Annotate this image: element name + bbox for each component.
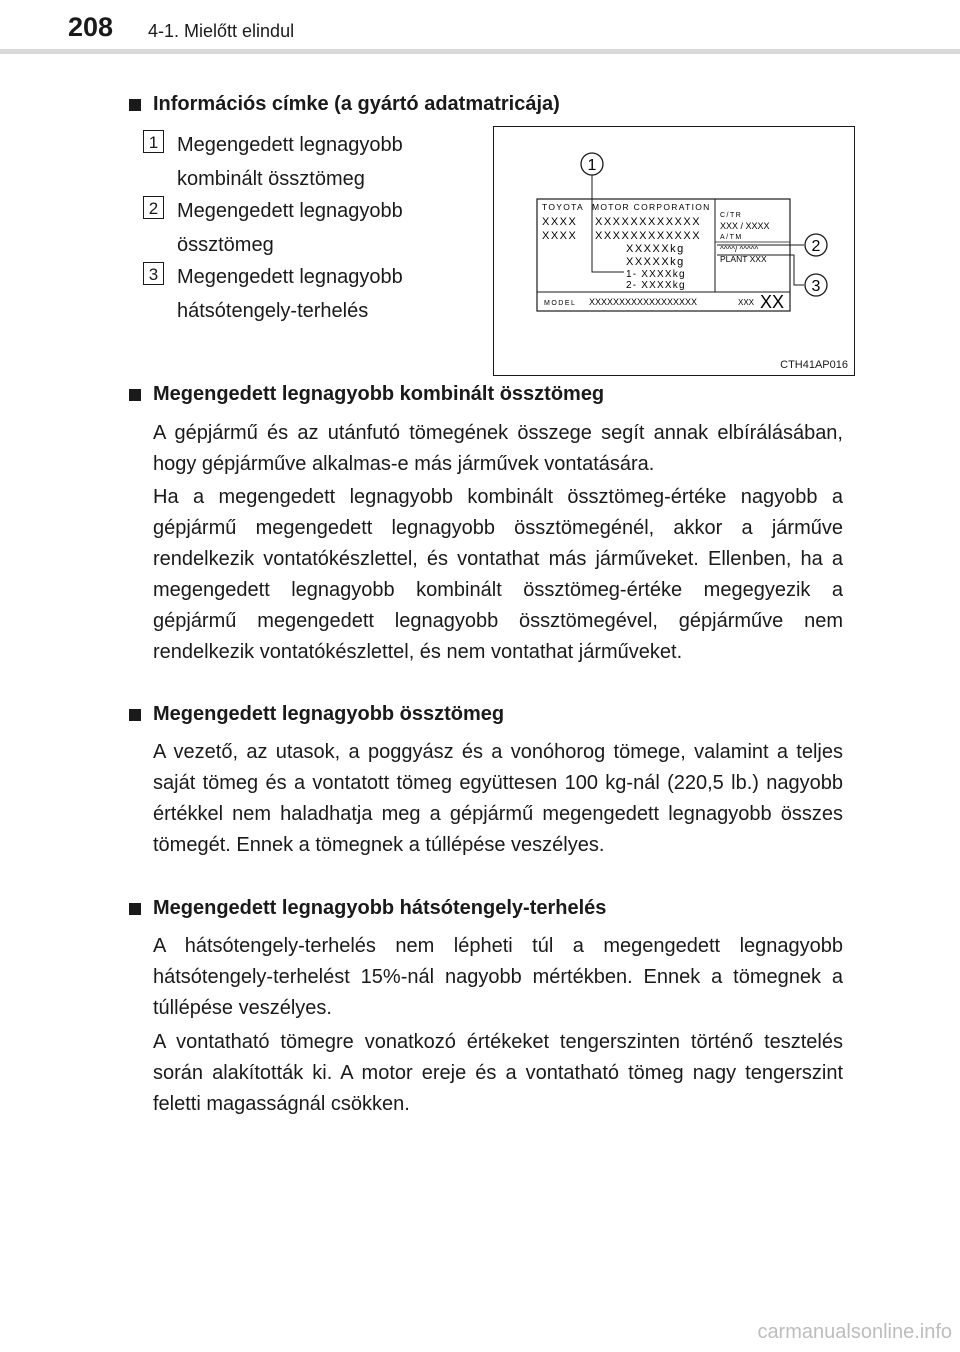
figure-code: CTH41AP016 [780,359,848,371]
callout-number: 3 [143,262,164,285]
header-rule [0,49,960,54]
label-ctr: C/TR [720,212,743,219]
label-row1-left: XXXX [542,216,578,228]
label-corporation: MOTOR CORPORATION [592,202,711,212]
callout-line: Megengedett legnagyobb [177,200,403,222]
section-heading-text: Megengedett legnagyobb össztömeg [153,703,505,725]
label-atm-value: ^^^^/ ^^^^^ [720,245,759,254]
section-heading-rear-axle [129,897,606,920]
square-bullet-icon [129,389,141,401]
section-heading-text: Megengedett legnagyobb hátsótengely-terhelés [153,897,607,919]
label-model-big: XX [760,292,785,312]
callout-line: hátsótengely-terhelés [177,300,369,322]
label-brand: TOYOTA [542,202,584,212]
callout-number: 2 [143,196,164,219]
square-bullet-icon [129,903,141,915]
paragraph: A gépjármű és az utánfutó tömegének összege segít annak elbírálásában, hogy gépjárműve alkalmas-e más járművek vontatására. [153,422,843,475]
callout-line: Megengedett legnagyobb [177,266,403,288]
label-figure [493,126,855,376]
label-model-value: XXXXXXXXXXXXXXXXXX [589,297,698,307]
callout-line: Megengedett legnagyobb [177,134,403,156]
label-atm: A/TM [720,234,743,241]
label-row2-left: XXXX [542,230,578,242]
info-label-illustration [494,127,854,375]
label-row2-right: XXXXXXXXXXXX [595,230,702,242]
section-heading-info-label [129,93,560,116]
callout-number: 1 [143,130,164,153]
marker-3: 3 [811,278,821,295]
marker-2: 2 [811,238,821,255]
callout-line: kombinált össztömeg [177,168,365,190]
label-kg-line1: XXXXXkg [626,243,685,255]
label-axle1: 1- XXXXkg [626,269,686,280]
label-model-code: XXX [738,298,755,307]
square-bullet-icon [129,709,141,721]
square-bullet-icon [129,99,141,111]
label-kg-line2: XXXXXkg [626,256,685,268]
paragraph: Ha a megengedett legnagyobb kombinált össztömeg-értéke nagyobb a gépjármű megengedett legnagyobb össztömegénél, akkor a járműve rendelkezik vontatókészlettel, és vontathat más járműveket. Ellenben, ha a megengedett legnagyobb kombinált össztömeg-értéke megegyezik a gépjármű megengedett legnagyobb össztömegével, gépjárműve nem rendelkezik vontatókészlettel, és nem vontathat járműveket. [153,486,843,663]
watermark: carmanualsonline.info [757,1321,952,1343]
callout-3 [143,260,473,328]
marker-1: 1 [587,157,597,174]
page-number: 208 [68,12,114,42]
label-ctr-value: XXX / XXXX [720,221,770,231]
chapter-title: 4-1. Mielőtt elindul [148,21,295,41]
paragraph: A hátsótengely-terhelés nem lépheti túl a megengedett legnagyobb hátsótengely-terhelést 15%-nál nagyobb mértékben. Ennek a tömegnek a túllépése veszélyes. [153,935,843,1019]
label-model-label: MODEL [544,300,577,307]
section-heading-combined-mass [129,383,604,406]
callout-line: össztömeg [177,234,274,256]
label-row1-right: XXXXXXXXXXXX [595,216,702,228]
callout-1 [143,128,473,196]
section-heading-text: Megengedett legnagyobb kombinált össztömeg [153,383,605,405]
paragraph: A vezető, az utasok, a poggyász és a vonóhorog tömege, valamint a teljes saját tömeg és a vontatott tömeg együttesen 100 kg-nál (220,5 lb.) nagyobb értékkel nem haladhatja meg a gépjármű megengedett legnagyobb összes tömegét. Ennek a tömegnek a túllépése veszélyes. [153,741,843,856]
label-axle2: 2- XXXXkg [626,280,686,291]
paragraph: A vontatható tömegre vonatkozó értékeket tengerszinten történő tesztelés során alakították ki. A motor ereje és a vontatható tömeg nagy tengerszint feletti magasságnál csökken. [153,1031,843,1115]
label-plant: PLANT XXX [720,254,767,264]
section-heading-gross-mass [129,703,504,726]
section-heading-text: Információs címke (a gyártó adatmatricája) [153,93,560,115]
callout-2 [143,194,473,262]
